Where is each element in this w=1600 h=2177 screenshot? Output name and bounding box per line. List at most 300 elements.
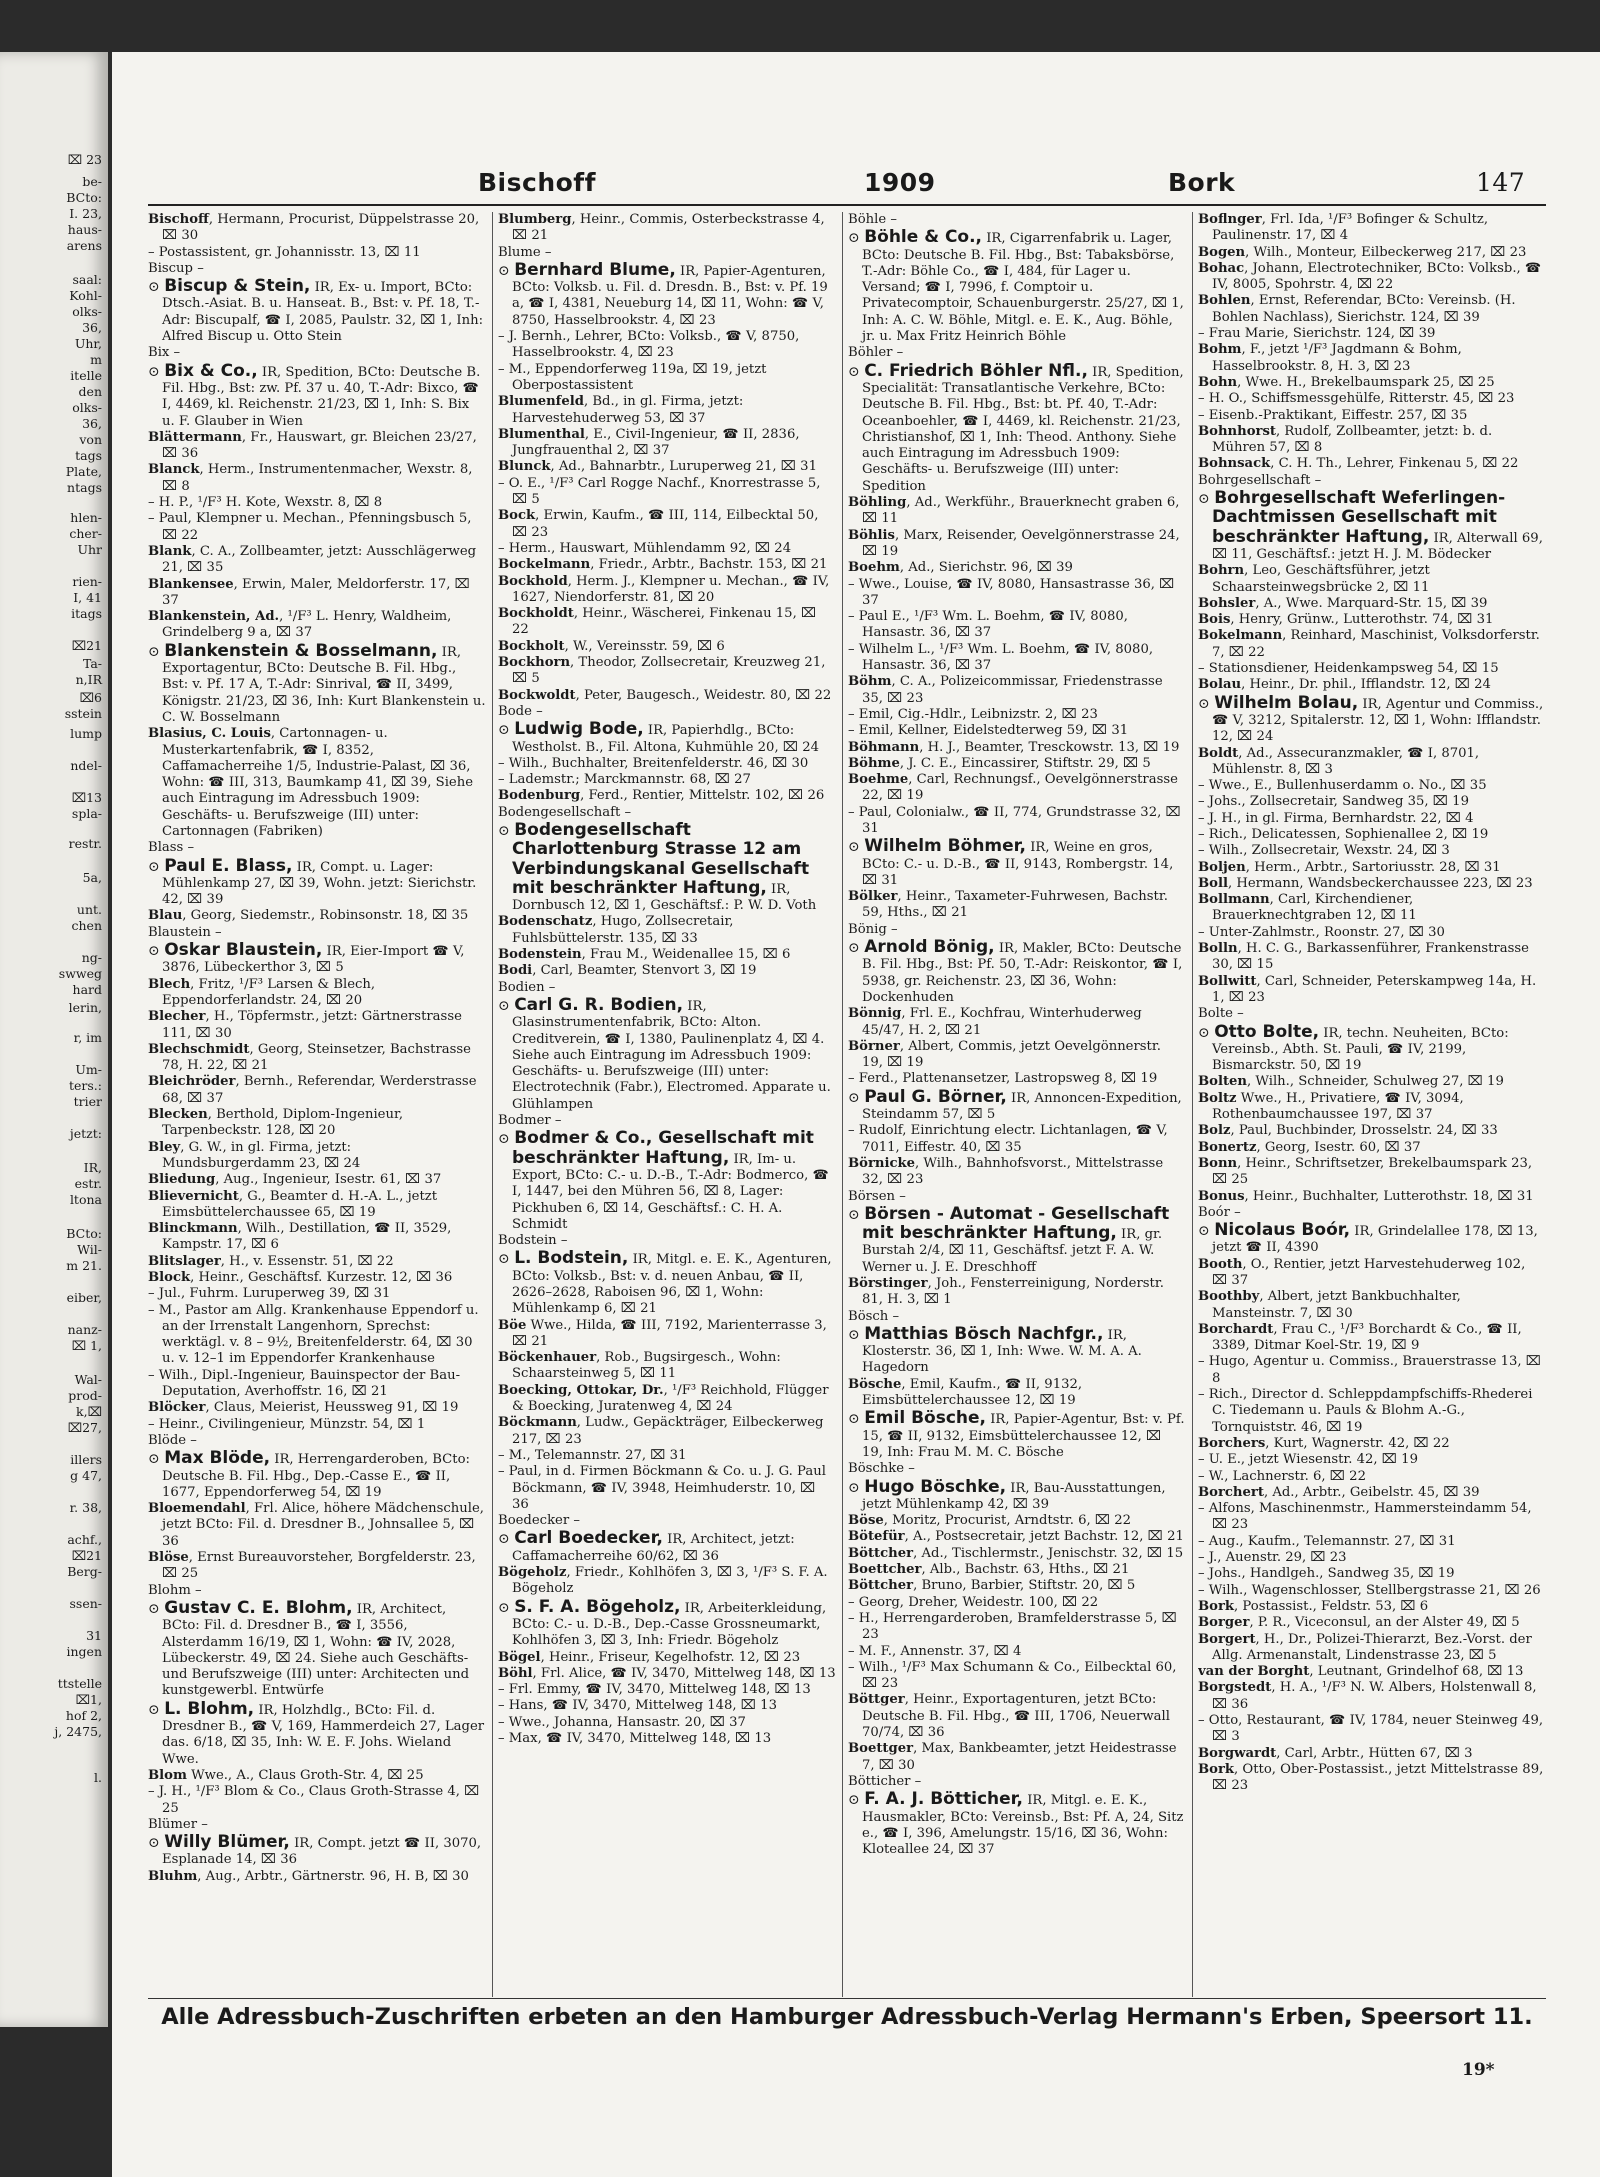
directory-entry [1198, 746, 1544, 779]
directory-entry [1198, 1156, 1544, 1189]
entry-name: Borgert [1198, 1631, 1256, 1647]
entry-details: – Johs., Zollsecretair, Sandweg 35, ⌧ 19 [1198, 794, 1469, 810]
entry-name: Blanck [148, 462, 200, 478]
directory-entry [148, 1172, 486, 1188]
entry-details: , G. W., in gl. Firma, jetzt: Mundsburgerdamm 23, ⌧ 24 [162, 1139, 361, 1171]
entry-name: Blau [148, 908, 183, 924]
entry-details: , Rudolf, Zollbeamter, jetzt: b. d. Mühren 57, ⌧ 8 [1212, 423, 1493, 456]
entry-name: Bodenschatz [498, 914, 593, 930]
entry-details: IR, Exportagentur, BCto: Deutsche B. Fil. Hbg., Bst: v. Pf. 17 A, T.-Adr: Sinrival, ☎ II, 3499, Königstr. 21/23, ⌧ 36, Inh: Kurt Blankenstein u. C. W. Bosselmann [162, 644, 486, 725]
directory-entry [848, 560, 1186, 576]
directory-entry [498, 1715, 836, 1731]
directory-entry [498, 1464, 836, 1513]
firm-entry [848, 837, 1186, 889]
directory-entry [1198, 596, 1544, 612]
entry-details: – Rich., Director d. Schleppdampfschiffs-Rhederei C. Tiedemann u. Pauls & Blohm A.-G., Tornquiststr. 46, ⌧ 19 [1198, 1387, 1533, 1435]
entry-name: Bohsler [1198, 595, 1256, 611]
entry-details: , Ad., Sierichstr. 96, ⌧ 39 [899, 560, 1073, 576]
entry-name: Böttcher [848, 1545, 914, 1561]
directory-entry [848, 577, 1186, 610]
firm-name: ⊙ Bodmer & Co., Gesellschaft mit beschränkter Haftung, [498, 1128, 814, 1167]
footer-divider [148, 1998, 1546, 1999]
left-page-fragment: spla- [71, 806, 102, 821]
entry-details: IR, Glasinstrumentenfabrik, BCto: Alton. Creditverein, ☎ I, 1380, Paulinenplatz 4, ⌧ 4. Siehe auch Eintragung im Adressbuch 1909: Geschäfts- u. Berufszweige (III) unter: Electrotechnik (Fabr.), Electromed. Apparate u. Glühlampen [512, 998, 831, 1112]
firm-entry [148, 1449, 486, 1501]
entry-details: IR, gr. Burstah 2/4, ⌧ 11, Geschäftsf. jetzt F. A. W. Werner u. J. E. Dreschhoff [862, 1227, 1163, 1275]
entry-details: – H. P., ¹/F³ H. Kote, Wexstr. 8, ⌧ 8 [148, 495, 383, 511]
entry-details: IR, Grindelallee 178, ⌧ 13, jetzt ☎ II, 4390 [1212, 1224, 1538, 1256]
entry-name: Bolau [1198, 677, 1242, 693]
directory-entry [848, 642, 1186, 675]
directory-entry [148, 1303, 486, 1368]
entry-name: Bolln [1198, 941, 1238, 957]
entry-name: Bockholt [498, 638, 565, 654]
firm-entry [148, 857, 486, 909]
directory-entry [848, 1513, 1186, 1529]
entry-details: – Emil, Cig.-Hdlr., Leibnizstr. 2, ⌧ 23 [848, 706, 1098, 722]
entry-details: , J. C. E., Eincassirer, Stiftstr. 29, ⌧ 5 [899, 755, 1151, 771]
left-page-fragment: m [90, 352, 102, 367]
section-heading: Böhler – [848, 345, 904, 361]
directory-entry [1198, 925, 1544, 941]
directory-entry [848, 1529, 1186, 1545]
firm-entry [498, 821, 836, 914]
entry-name: Börstinger [848, 1276, 928, 1291]
entry-details: IR, Dornbusch 12, ⌧ 1, Geschäftsf.: P. W. D. Voth [512, 881, 817, 914]
entry-details: IR, Compt. jetzt ☎ II, 3070, Esplanade 14, ⌧ 36 [162, 1836, 482, 1868]
entry-name: Boltz [1198, 1090, 1237, 1106]
left-page-fragment: hof 2, [65, 1708, 102, 1723]
entry-name: Bischoff [148, 212, 209, 227]
entry-details: , Herm., Arbtr., Sartoriusstr. 28, ⌧ 31 [1245, 859, 1501, 875]
left-page-fragment: Uhr, [74, 336, 102, 351]
directory-entry [148, 511, 486, 544]
directory-entry [848, 707, 1186, 723]
entry-details: , F., jetzt ¹/F³ Jagdmann & Bohm, Hasselbrookstr. 8, H. 3, ⌧ 23 [1212, 342, 1462, 374]
section-heading: Blume – [498, 244, 552, 260]
section-heading: Blümer – [148, 1816, 208, 1832]
entry-details: – J. H., ¹/F³ Blom & Co., Claus Groth-Strasse 4, ⌧ 25 [148, 1784, 480, 1816]
entry-details: IR, Bau-Ausstattungen, jetzt Mühlenkamp 42, ⌧ 39 [862, 1480, 1166, 1512]
entry-details: , Fritz, ¹/F³ Larsen & Blech, Eppendorferlandstr. 24, ⌧ 20 [162, 976, 376, 1008]
firm-name: ⊙ Carl G. R. Bodien, [498, 995, 683, 1015]
column-1 [148, 212, 486, 1997]
entry-name: Börnicke [848, 1155, 916, 1171]
left-page-fragment: m 21. [66, 1258, 102, 1273]
entry-name: Bockwoldt [498, 687, 576, 703]
left-page-fragment: BCto: [66, 190, 102, 205]
header-last-name: Bork [1168, 168, 1236, 197]
directory-entry [498, 772, 836, 788]
entry-details: , Hugo, Zollsecretair, Fuhlsbüttelerstr. 135, ⌧ 33 [512, 914, 734, 946]
directory-entry [1198, 563, 1544, 596]
directory-entry [498, 914, 836, 947]
entry-details: Wwe., A., Claus Groth-Str. 4, ⌧ 25 [186, 1767, 424, 1783]
directory-entry [498, 459, 836, 475]
entry-details: , Hermann, Wandsbeckerchaussee 223, ⌧ 23 [1227, 875, 1533, 891]
directory-entry [148, 245, 486, 261]
firm-entry [498, 720, 836, 756]
entry-name: Bois [1198, 612, 1231, 628]
firm-entry [498, 1249, 836, 1317]
directory-entry [148, 577, 486, 610]
firm-entry [498, 1129, 836, 1233]
entry-details: , C. A., Zollbeamter, jetzt: Ausschlägerweg 21, ⌧ 35 [162, 543, 477, 576]
entry-name: Boothby [1198, 1289, 1260, 1305]
entry-name: Bodenstein [498, 947, 582, 963]
directory-entry [848, 1660, 1186, 1693]
left-page-fragment: g 47, [70, 1468, 102, 1483]
directory-entry [498, 655, 836, 688]
entry-details: , Peter, Baugesch., Weidestr. 80, ⌧ 22 [575, 687, 832, 703]
firm-name: ⊙ Willy Blümer, [148, 1832, 290, 1852]
entry-details: , Frau C., ¹/F³ Borchardt & Co., ☎ II, 3389, Ditmar Koel-Str. 19, ⌧ 9 [1212, 1321, 1522, 1354]
entry-details: , Leutnant, Grindelhof 68, ⌧ 13 [1309, 1664, 1524, 1680]
entry-details: , Ad., Assecuranzmakler, ☎ I, 8701, Mühlenstr. 8, ⌧ 3 [1212, 745, 1480, 777]
left-page-fragment: haus- [67, 222, 102, 237]
firm-name: ⊙ Arnold Bönig, [848, 937, 995, 957]
directory-entry [1198, 843, 1544, 859]
entry-details: , H. C. G., Barkassenführer, Frankenstrasse 30, ⌧ 15 [1212, 941, 1529, 973]
entry-name: Bögeholz [498, 1565, 567, 1581]
entry-details: – Paul, Colonialw., ☎ II, 774, Grundstrasse 32, ⌧ 31 [848, 804, 1181, 836]
left-page-fragment: swweg [58, 966, 102, 981]
entry-details: , Johann, Electrotechniker, BCto: Volksb., ☎ IV, 8005, Spohrstr. 4, ⌧ 22 [1212, 260, 1542, 293]
directory-entry [148, 1140, 486, 1173]
firm-entry [148, 277, 486, 345]
entry-details: , Berthold, Diplom-Ingenieur, Tarpenbeckstr. 128, ⌧ 20 [162, 1107, 404, 1139]
directory-entry [498, 1731, 836, 1747]
directory-entry [848, 1741, 1186, 1774]
entry-details: – Wilh., ¹/F³ Max Schumann & Co., Eilbecktal 60, ⌧ 23 [848, 1659, 1177, 1692]
entry-details: , Rob., Bugsirgesch., Wohn: Schaarsteinweg 5, ⌧ 11 [512, 1350, 781, 1382]
entry-details: , Frl. Alice, höhere Mädchenschule, jetzt BCto: Fil. d. Dresdner B., Johnsallee 5, ⌧ 36 [162, 1501, 484, 1549]
entry-name: Bluhm [148, 1868, 198, 1884]
directory-entry [1198, 1452, 1544, 1468]
firm-name: ⊙ Paul G. Börner, [848, 1087, 1007, 1107]
section-heading: Bönig – [848, 921, 898, 937]
directory-entry [498, 606, 836, 639]
firm-name: ⊙ L. Bodstein, [498, 1248, 628, 1268]
entry-name: Blumenthal [498, 426, 585, 442]
directory-entry [498, 508, 836, 541]
directory-entry [498, 574, 836, 607]
entry-details: , Bernh., Referendar, Werderstrasse 68, ⌧ 37 [162, 1074, 477, 1106]
entry-details: – O. E., ¹/F³ Carl Rogge Nachf., Knorrestrasse 5, ⌧ 5 [498, 475, 821, 508]
entry-details: – Wwe., E., Bullenhuserdamm o. No., ⌧ 35 [1198, 778, 1487, 794]
entry-details: IR, Holzhdlg., BCto: Fil. d. Dresdner B., ☎ V, 169, Hammerdeich 27, Lager das. 6/18, ⌧ 35, Inh: W. E. F. Johs. Wieland Wwe. [162, 1702, 485, 1767]
directory-entry [148, 1221, 486, 1254]
entry-details: , Heinr., Schriftsetzer, Brekelbaumspark 23, ⌧ 25 [1212, 1155, 1533, 1188]
firm-name: ⊙ Wilhelm Bolau, [1198, 693, 1358, 713]
directory-entry [1198, 1322, 1544, 1355]
directory-entry [148, 1107, 486, 1140]
entry-details: , Kurt, Wagnerstr. 42, ⌧ 22 [1265, 1435, 1450, 1451]
directory-entry [1198, 1501, 1544, 1534]
entry-name: Bodi [498, 963, 533, 979]
directory-entry [1198, 1387, 1544, 1436]
left-page-fragment: ndel- [70, 758, 102, 773]
entry-details: , Herm., Instrumentenmacher, Wexstr. 8, ⌧ 8 [162, 462, 473, 494]
firm-name: ⊙ Börsen - Automat - Gesellschaft mit beschränkter Haftung, [848, 1204, 1169, 1243]
entry-name: Blinckmann [148, 1221, 238, 1237]
entry-details: – Eisenb.-Praktikant, Eiffestr. 257, ⌧ 35 [1198, 407, 1468, 423]
directory-entry [148, 609, 486, 642]
directory-entry [1198, 1566, 1544, 1582]
entry-details: IR, Agentur und Commiss., ☎ V, 3212, Spitalerstr. 12, ⌧ 1, Wohn: Ifflandstr. 12, ⌧ 24 [1212, 696, 1544, 745]
entry-name: Boettcher [848, 1562, 922, 1578]
left-page-fragment: 5a, [82, 870, 102, 885]
directory-entry [848, 1644, 1186, 1660]
left-page-fragment: itelle [70, 368, 102, 383]
directory-entry [498, 1698, 836, 1714]
left-page-margin [0, 52, 108, 2027]
entry-details: – Ferd., Plattenansetzer, Lastropsweg 8, ⌧ 19 [848, 1071, 1158, 1087]
entry-details: , Ad., Bahnarbtr., Luruperweg 21, ⌧ 31 [550, 459, 817, 475]
directory-entry [498, 362, 836, 395]
firm-entry [498, 1529, 836, 1565]
entry-name: Bockelmann [498, 557, 591, 573]
directory-entry [1198, 1436, 1544, 1452]
directory-entry [1198, 375, 1544, 391]
entry-name: Blasius, C. Louis [148, 726, 271, 742]
entry-details: , Herm. J., Klempner u. Mechan., ☎ IV, 1627, Niendorferstr. 81, ⌧ 20 [512, 573, 830, 605]
directory-entry [1198, 1189, 1544, 1205]
entry-name: Bolten [1198, 1074, 1248, 1090]
left-page-fragment: sstein [64, 706, 102, 721]
firm-entry [148, 1700, 486, 1768]
entry-details: – Wilhelm L., ¹/F³ Wm. L. Boehm, ☎ IV, 8080, Hansastr. 36, ⌧ 37 [848, 641, 1154, 674]
section-heading: Bodmer – [498, 1113, 562, 1129]
left-page-fragment: ntags [67, 480, 102, 495]
left-page-fragment: Plate, [65, 464, 102, 479]
entry-name: Booth [1198, 1256, 1243, 1272]
entry-name: Böckmann [498, 1415, 577, 1431]
directory-entry [848, 1562, 1186, 1578]
left-page-fragment: ⌧ 23 [67, 152, 102, 167]
left-page-fragment: I. 23, [69, 206, 102, 221]
entry-details: , Frl. E., Kochfrau, Winterhuderweg 45/47, H. 2, ⌧ 21 [862, 1006, 1142, 1038]
left-page-fragment: estr. [74, 1176, 102, 1191]
entry-name: Block [148, 1270, 191, 1285]
entry-name: Bockholdt [498, 606, 574, 622]
section-heading: Bix – [148, 345, 181, 361]
entry-details: , Ernst, Referendar, BCto: Vereinsb. (H. Bohlen Nachlass), Sierichstr. 124, ⌧ 39 [1212, 293, 1516, 325]
entry-name: Blecken [148, 1107, 208, 1123]
directory-entry [1198, 1746, 1544, 1762]
directory-entry [1198, 1583, 1544, 1599]
entry-name: Börner [848, 1038, 900, 1054]
section-heading: Bodengesellschaft – [498, 804, 632, 820]
entry-details: – M., Pastor am Allg. Krankenhause Eppendorf u. an der Irrenstalt Langenhorn, Sprechst: werktägl. v. 8 – 9½, Breitenfelderstr. 64, ⌧ 30 u. v. 12–1 im Eppendorfer Krankenhause [148, 1302, 479, 1367]
directory-entry [1198, 876, 1544, 892]
directory-entry [848, 805, 1186, 838]
entry-name: Böhling [848, 495, 907, 511]
left-page-fragment: ttstelle [57, 1676, 102, 1691]
entry-details: , ¹/F³ Reichhold, Flügger & Boecking, Juratenweg 4, ⌧ 24 [512, 1382, 829, 1415]
firm-entry [1198, 694, 1544, 746]
entry-details: , A., Wwe. Marquard-Str. 15, ⌧ 39 [1255, 595, 1488, 611]
entry-details: IR, Annoncen-Expedition, Steindamm 57, ⌧ 5 [862, 1090, 1182, 1123]
printer-signature: 19* [1462, 2060, 1495, 2080]
section-heading: Bohrgesellschaft – [1198, 472, 1322, 488]
left-page-fragment: BCto: [66, 1226, 102, 1241]
left-page-fragment: Wil- [77, 1242, 102, 1257]
entry-name: Bokelmann [1198, 628, 1283, 644]
firm-name: ⊙ Max Blöde, [148, 1448, 270, 1468]
directory-entry [848, 1156, 1186, 1189]
entry-name: Bodenburg [498, 788, 581, 804]
entry-name: Bögel [498, 1649, 541, 1665]
directory-entry [1198, 612, 1544, 628]
entry-name: Böhmann [848, 739, 920, 755]
entry-name: Böttger [848, 1692, 905, 1708]
firm-name: ⊙ Hugo Böschke, [848, 1477, 1006, 1497]
entry-name: Bonn [1198, 1155, 1238, 1171]
entry-name: Bonus [1198, 1188, 1245, 1204]
directory-entry [1198, 261, 1544, 294]
entry-details: , C. H. Th., Lehrer, Finkenau 5, ⌧ 22 [1270, 456, 1519, 472]
directory-entry [498, 1682, 836, 1698]
entry-name: Boljen [1198, 859, 1246, 875]
entry-details: , Erwin, Kaufm., ☎ III, 114, Eilbecktal 50, ⌧ 23 [512, 508, 819, 540]
entry-name: Borger [1198, 1615, 1250, 1631]
entry-details: IR, Compt. u. Lager: Mühlenkamp 27, ⌧ 39, Wohn. jetzt: Sierichstr. 42, ⌧ 39 [162, 859, 477, 908]
directory-entry [1198, 1664, 1544, 1680]
firm-name: ⊙ Bohrgesellschaft Weferlingen-Dachtmissen Gesellschaft mit beschränkter Haftung, [1198, 488, 1505, 547]
entry-name: Bliedung [148, 1172, 216, 1188]
entry-details: , Paul, Buchbinder, Drosselstr. 24, ⌧ 33 [1230, 1123, 1498, 1139]
firm-entry [148, 1833, 486, 1869]
entry-details: – Wilh., Dipl.-Ingenieur, Bauinspector der Bau-Deputation, Averhoffstr. 16, ⌧ 21 [148, 1367, 461, 1400]
entry-details: – M., Eppendorferweg 119a, ⌧ 19, jetzt Oberpostassistent [498, 361, 767, 393]
entry-details: IR, Arbeiterkleidung, BCto: C.- u. D.-B., Dep.-Casse Grossneumarkt, Kohlhöfen 3, ⌧ 3, Inh: Friedr. Bögeholz [512, 1600, 827, 1649]
entry-name: Böhlis [848, 527, 895, 543]
firm-entry [1198, 489, 1544, 563]
section-heading: Böschke – [848, 1461, 915, 1477]
directory-entry [498, 394, 836, 427]
directory-entry [1198, 941, 1544, 974]
firm-name: ⊙ Bernhard Blume, [498, 260, 676, 280]
section-heading: Börsen – [848, 1188, 906, 1204]
entry-details: , Heinr., Exportagenturen, jetzt BCto: Deutsche B. Fil. Hbg., ☎ III, 1706, Neuerwall 70/74, ⌧ 36 [862, 1692, 1170, 1741]
entry-details: IR, Papier-Agentur, Bst: v. Pf. 15, ☎ II, 9132, Eimsbüttelerchaussee 12, ⌧ 19, Inh: Frau M. M. C. Bösche [862, 1412, 1185, 1460]
entry-name: Borchardt [1198, 1321, 1274, 1337]
directory-entry [148, 462, 486, 495]
entry-name: Böse [848, 1513, 884, 1529]
entry-details: IR, Mitgl. e. E. K., Agenturen, BCto: Volksb., Bst: v. d. neuen Anbau, ☎ II, 2626–2628, Raboisen 96, ⌧ 1, Wohn: Mühlenkamp 6, ⌧ 21 [512, 1252, 832, 1317]
directory-entry [1198, 212, 1544, 245]
entry-details: – Johs., Handlgeh., Sandweg 35, ⌧ 19 [1198, 1566, 1455, 1582]
entry-details: , Emil, Kaufm., ☎ II, 9132, Eimsbüttelerchaussee 12, ⌧ 19 [862, 1376, 1083, 1409]
entry-details: IR, Cigarrenfabrik u. Lager, BCto: Deutsche B. Fil. Hbg., Bst: Tabaksbörse, T.-Adr: Böhle Co., ☎ I, 484, für Lager u. Versand; ☎ I, 7996, f. Comptoir u. Privatecomptoir, Schauenburgerstr. 25/27, ⌧ 1, Inh: A. C. W. Böhle, Mitgl. e. E. K., Aug. Böhle, jr. u. Max Fritz Heinrich Böhle [862, 231, 1184, 345]
left-page-fragment: von [79, 432, 102, 447]
entry-details: , Henry, Grünw., Lutterothstr. 74, ⌧ 31 [1230, 612, 1494, 628]
entry-details: , W., Vereinsstr. 59, ⌧ 6 [564, 638, 725, 654]
directory-entry [498, 212, 836, 245]
left-page-fragment: j, 2475, [54, 1724, 102, 1739]
firm-entry [848, 1088, 1186, 1124]
section-heading: Boór – [1198, 1204, 1241, 1220]
firm-name: ⊙ Gustav C. E. Blohm, [148, 1598, 353, 1618]
firm-name: ⊙ Otto Bolte, [1198, 1022, 1319, 1042]
left-page-fragment: Kohl- [69, 288, 102, 303]
directory-entry [1198, 293, 1544, 326]
entry-details: , G., Beamter d. H.-A. L., jetzt Eimsbüttelerchaussee 65, ⌧ 19 [162, 1188, 438, 1220]
entry-details: – Hugo, Agentur u. Commiss., Brauerstrasse 13, ⌧ 8 [1198, 1354, 1541, 1386]
entry-details: , Carl, Beamter, Stenvort 3, ⌧ 19 [532, 963, 757, 979]
entry-details: , Albert, Commis, jetzt Oevelgönnerstr. 19, ⌧ 19 [862, 1038, 1161, 1071]
left-page-fragment: achf., [67, 1532, 102, 1547]
entry-name: Blank [148, 543, 192, 559]
entry-details: – J., Auenstr. 29, ⌧ 23 [1198, 1550, 1347, 1566]
left-page-fragment: n,IR [75, 672, 102, 687]
left-page-fragment: den [78, 384, 102, 399]
directory-entry [498, 476, 836, 509]
left-page-fragment: nanz- [67, 1322, 102, 1337]
entry-details: Wwe., H., Privatiere, ☎ IV, 3094, Rothenbaumchaussee 197, ⌧ 37 [1212, 1090, 1464, 1123]
entry-name: Borchers [1198, 1435, 1266, 1451]
section-heading: Blohm – [148, 1582, 202, 1598]
section-heading: Blaustein – [148, 924, 222, 940]
entry-details: , Albert, jetzt Bankbuchhalter, Mansteinstr. 7, ⌧ 30 [1212, 1289, 1461, 1321]
entry-name: Bork [1198, 1761, 1235, 1777]
entry-details: , Hermann, Procurist, Düppelstrasse 20, ⌧ 30 [162, 212, 480, 244]
entry-details: , Marx, Reisender, Oevelgönnerstrasse 24, ⌧ 19 [862, 527, 1180, 559]
directory-entry [1198, 1762, 1544, 1795]
directory-entry [148, 544, 486, 577]
entry-name: Bollwitt [1198, 973, 1257, 989]
entry-name: Borchert [1198, 1484, 1264, 1500]
directory-entry [498, 1383, 836, 1416]
directory-entry [1198, 892, 1544, 925]
left-page-fragment: r. 38, [69, 1500, 102, 1515]
firm-name: ⊙ Bodengesellschaft Charlottenburg Strasse 12 am Verbindungskanal Gesellschaft mit beschränkter Haftung, [498, 820, 809, 898]
firm-entry [148, 642, 486, 726]
left-page-fragment: Um- [75, 1062, 102, 1077]
directory-entry [1198, 1680, 1544, 1713]
firm-name: ⊙ S. F. A. Bögeholz, [498, 1597, 680, 1617]
entry-details: IR, Papier-Agenturen, BCto: Volksb. u. Fil. d. Dresdn. B., Bst: v. Pf. 19 a, ☎ I, 4381, Neueburg 14, ⌧ 11, Wohn: ☎ V, 8750, Hasselbrookstr. 4, ⌧ 23 [512, 263, 828, 328]
entry-name: Blunck [498, 459, 551, 475]
entry-details: , Claus, Meierist, Heussweg 91, ⌧ 19 [205, 1400, 459, 1416]
entry-details: , Georg, Steinsetzer, Bachstrasse 78, H. 22, ⌧ 21 [162, 1041, 471, 1074]
left-page-fragment: rien- [72, 574, 102, 589]
left-page-fragment: IR, [83, 1160, 102, 1175]
entry-details: , Reinhard, Maschinist, Volksdorferstr. 7, ⌧ 22 [1212, 628, 1540, 660]
left-page-fragment: ⌧6 [79, 690, 102, 705]
entry-details: – Lademstr.; Marckmannstr. 68, ⌧ 27 [498, 772, 751, 788]
entry-details: IR, Spedition, Specialität: Transatlantische Verkehre, BCto: Deutsche B. Fil. Hbg., Bst: bt. Pf. 40, T.-Adr: Oceanboehler, ☎ I, 4469, kl. Reichenstr. 21/23, Christianshof, ⌧ 1, Inh: Theod. Anthony. Siehe auch Eintragung im Adressbuch 1909: Geschäfts- u. Berufszweige (III) unter: Spedition [862, 364, 1184, 494]
entry-name: Böttcher [848, 1578, 914, 1594]
left-page-fragment: Wal- [74, 1372, 102, 1387]
left-page-fragment: chen [71, 918, 102, 933]
column-4 [1198, 212, 1544, 1997]
entry-details: , Bd., in gl. Firma, jetzt: Harvestehuderweg 53, ⌧ 37 [512, 394, 744, 426]
directory-entry [1198, 860, 1544, 876]
directory-entry [148, 1501, 486, 1550]
directory-entry [498, 541, 836, 557]
left-page-fragment: cher- [69, 526, 102, 541]
entry-details: – Heinr., Civilingenieur, Münzstr. 54, ⌧ 1 [148, 1416, 426, 1432]
directory-entry [148, 495, 486, 511]
entry-name: Bohlen [1198, 293, 1251, 309]
firm-entry [498, 1598, 836, 1650]
directory-entry [848, 1039, 1186, 1072]
firm-entry [148, 362, 486, 430]
directory-entry [1198, 408, 1544, 424]
firm-name: ⊙ Wilhelm Böhmer, [848, 836, 1026, 856]
